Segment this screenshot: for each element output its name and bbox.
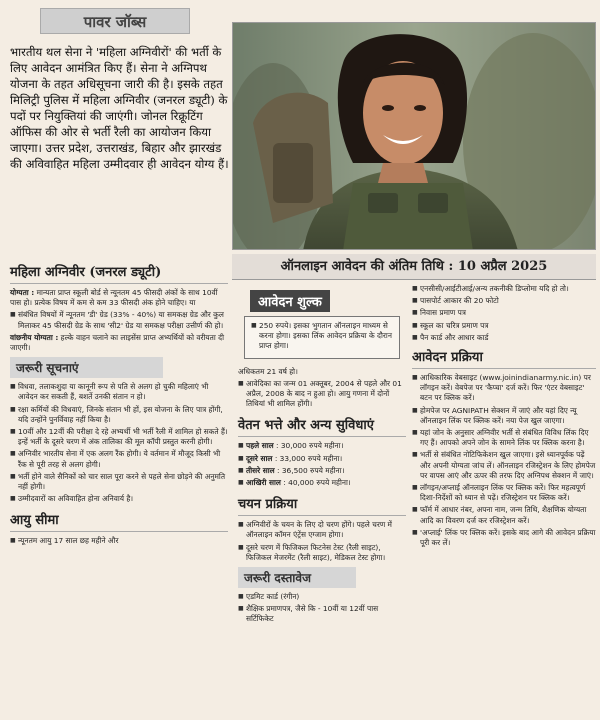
list-item: ■ शैक्षिक प्रमाणपत्र, जैसे कि - 10वीं या 12वीं पास सर्टिफिकेट <box>238 604 406 624</box>
salary-year: तीसरे साल <box>246 465 275 475</box>
max-age-text: अधिकतम 21 वर्ष हो। <box>238 366 298 376</box>
list-item: ■ स्कूल का चरित्र प्रमाण पत्र <box>412 321 596 331</box>
list-item: ■ फॉर्म में आधार नंबर, अपना नाम, जन्म तिथि, शैक्षणिक योग्यता आदि का विवरण दर्ज कर रजिस्ट्रेशन करें। <box>412 505 596 525</box>
salary-amount: : 36,500 रुपये महीना। <box>277 465 345 475</box>
list-item: ■ भर्ती से संबंधित नोटिफिकेशन खुल जाएगा। इसे ध्यानपूर्वक पढ़ें और अपनी योग्यता जांच लें। ऑनलाइन रजिस्ट्रेशन के लिए होमपेज पर वापस आएं और ऊपर की तरफ दिए अग्निपथ सेक्शन में जाएं। <box>412 450 596 481</box>
deadline-banner: ऑनलाइन आवेदन की अंतिम तिथि : 10 अप्रैल 2025 <box>232 254 596 280</box>
docs-heading: जरूरी दस्तावेज <box>238 567 356 588</box>
process-heading: आवेदन प्रक्रिया <box>412 347 596 369</box>
list-item: ■ भर्ती होने वाले सैनिकों को चार साल पूरा करने से पहले सेना छोड़ने की अनुमति नहीं होगी। <box>10 472 228 492</box>
list-item: ■ आधिकारिक वेबसाइट (www.joinindianarmy.nic.in) पर लॉगइन करें। वेबपेज पर 'कैप्चा' दर्ज करें। फिर 'एंटर वेबसाइट' बटन पर क्लिक करें। <box>412 373 596 404</box>
docs-continued-list <box>412 284 596 343</box>
age-text: ■ न्यूनतम आयु 17 साल छह महीने और <box>10 536 228 546</box>
salary-row <box>238 466 406 476</box>
list-item: ■ यहां जोन के अनुसार अग्निवीर भर्ती से संबंधित विविध लिंक दिए गए हैं। आपको अपने जोन के सामने लिंक पर क्लिक करना है। <box>412 428 596 448</box>
process-list <box>412 373 596 548</box>
section-tag: पावर जॉब्स <box>40 8 190 34</box>
list-item: ■ उम्मीदवारों का अविवाहित होना अनिवार्य है। <box>10 494 228 504</box>
fee-box <box>244 316 400 359</box>
list-item: ■ पासपोर्ट आकार की 20 फोटो <box>412 296 596 306</box>
soldier-illustration <box>233 23 596 250</box>
selection-heading: चयन प्रक्रिया <box>238 494 406 516</box>
desirable-label: वांछनीय योग्यता : <box>10 332 59 342</box>
eligibility-text <box>10 288 228 308</box>
salary-row <box>238 441 406 451</box>
salary-year: आखिरी साल <box>246 478 281 488</box>
age-heading: आयु सीमा <box>10 510 228 532</box>
right-column <box>412 284 596 550</box>
salary-list <box>238 441 406 488</box>
salary-amount: : 40,000 रुपये महीना। <box>283 478 351 488</box>
list-item: ■ लॉगइन/अप्लाई ऑनलाइन लिंक पर क्लिक करें। फिर महत्वपूर्ण दिशा-निर्देशों को ध्यान से पढ़ें। रजिस्ट्रेशन पर क्लिक करें। <box>412 483 596 503</box>
list-item: ■ अग्निवीर भारतीय सेना में एक अलग रैंक होगी। ये वर्तमान में मौजूद किसी भी रैंक से पूरी तरह से अलग होगी। <box>10 449 228 469</box>
list-item: ■ अग्निवीरों के चयन के लिए दो चरण होंगे। पहले चरण में ऑनलाइन कॉमन एंट्रेंस एग्जाम होगा। <box>238 520 406 540</box>
salary-amount: : 30,000 रुपये महीना। <box>276 441 344 451</box>
notes-heading: जरूरी सूचनाएं <box>10 357 163 378</box>
salary-heading: वेतन भत्ते और अन्य सुविधाएं <box>238 415 406 437</box>
salary-year: पहले साल <box>246 441 274 451</box>
desirable-text <box>10 333 228 353</box>
eligibility-alt: ■ संबंधित विषयों में न्यूनतम 'डी' ग्रेड (33% - 40%) या समकक्ष ग्रेड और कुल मिलाकर 45 फीसदी ग्रेड के साथ 'सी2' ग्रेड या समकक्ष परीक्षा उत्तीर्ण की हो। <box>10 310 228 330</box>
eligibility-label: योग्यता : <box>10 288 35 297</box>
list-item: ■ एनसीसी/आईटीआई/अन्य तकनीकी डिप्लोमा यदि हो तो। <box>412 284 596 294</box>
left-column <box>10 262 228 549</box>
list-item: ■ 'अप्लाई' लिंक पर क्लिक करें। इसके बाद आगे की आवेदन प्रक्रिया पूरी कर लें। <box>412 528 596 548</box>
list-item: ■ रक्षा कर्मियों की विधवाएं, जिनके संतान भी हों, इस योजना के लिए पात्र होंगी, यदि उन्होंने पुनर्विवाह नहीं किया है। <box>10 405 228 425</box>
desirable-body: हल्के वाहन चलाने का लाइसेंस प्राप्त अभ्यर्थियों को वरीयता दी जाएगी। <box>10 332 224 353</box>
list-item: ■ एडमिट कार्ड (रंगीन) <box>238 592 406 602</box>
salary-row <box>238 454 406 464</box>
intro-paragraph: भारतीय थल सेना ने 'महिला अग्निवीरों' की भर्ती के लिए आवेदन आमंत्रित किए हैं। सेना ने अग्निपथ योजना के तहत अधिसूचना जारी की है। इसके तहत मिलिट्री पुलिस में महिला अग्निवीर (जनरल ड्यूटी) के पदों पर नियुक्तियां की जाएंगी। जोनल रिक्रूटिंग ऑफिस की ओर से भर्ती रैली का आयोजन किया जाएगा। उत्तर प्रदेश, उत्तराखंड, बिहार और झारखंड की अविवाहित महिला उम्मीदवार ही आवेदन योग्य हैं। <box>10 45 229 171</box>
fee-heading: आवेदन शुल्क <box>250 290 330 312</box>
list-item: ■ विधवा, तलाकशुदा या कानूनी रूप से पति से अलग हो चुकी महिलाएं भी आवेदन कर सकती हैं, बशर्ते उनकी संतान न हो। <box>10 382 228 402</box>
soldier-photo <box>232 22 596 250</box>
salary-amount: : 33,000 रुपये महीना। <box>274 453 343 463</box>
dob-text: ■ आवेदिका का जन्म 01 अक्तूबर, 2004 से पहले और 01 अप्रैल, 2008 के बाद न हुआ हो। आयु गणना में दोनों तिथियां भी शामिल होंगी। <box>238 379 406 410</box>
salary-year: दूसरे साल <box>246 453 273 463</box>
list-item: ■ 10वीं और 12वीं की परीक्षा दे रहे अभ्यर्थी भी भर्ती रैली में शामिल हो सकते हैं। इन्हें भर्ती के दूसरे चरण में अंक तालिका की मूल कॉपी प्रस्तुत करनी होगी। <box>10 427 228 447</box>
list-item: ■ होमपेज पर AGNIPATH सेक्शन में जाएं और यहां दिए न्यू ऑनलाइन लिंक पर क्लिक करें। नया पेज खुल जाएगा। <box>412 406 596 426</box>
fee-text: ■ 250 रुपये। इसका भुगतान ऑनलाइन माध्यम से करना होगा। इसका लिंक आवेदन प्रक्रिया के दौरान प्राप्त होगा। <box>251 321 393 352</box>
docs-list <box>238 592 406 625</box>
middle-column <box>238 290 406 627</box>
selection-list <box>238 520 406 563</box>
list-item: ■ पैन कार्ड और आधार कार्ड <box>412 333 596 343</box>
post-heading: महिला अग्निवीर (जनरल ड्यूटी) <box>10 262 228 284</box>
salary-row <box>238 478 406 488</box>
list-item: ■ निवास प्रमाण पत्र <box>412 308 596 318</box>
eligibility-body: मान्यता प्राप्त स्कूली बोर्ड से न्यूनतम 45 फीसदी अंकों के साथ 10वीं पास हो। प्रत्येक विषय में कम से कम 33 फीसदी अंक होने चाहिए। या <box>10 288 218 308</box>
notes-list <box>10 382 228 504</box>
list-item: ■ दूसरे चरण में फिजिकल फिटनेस टेस्ट (रैली साइट), फिजिकल मेजरमेंट (रैली साइट), मेडिकल टेस्ट होगा। <box>238 543 406 563</box>
